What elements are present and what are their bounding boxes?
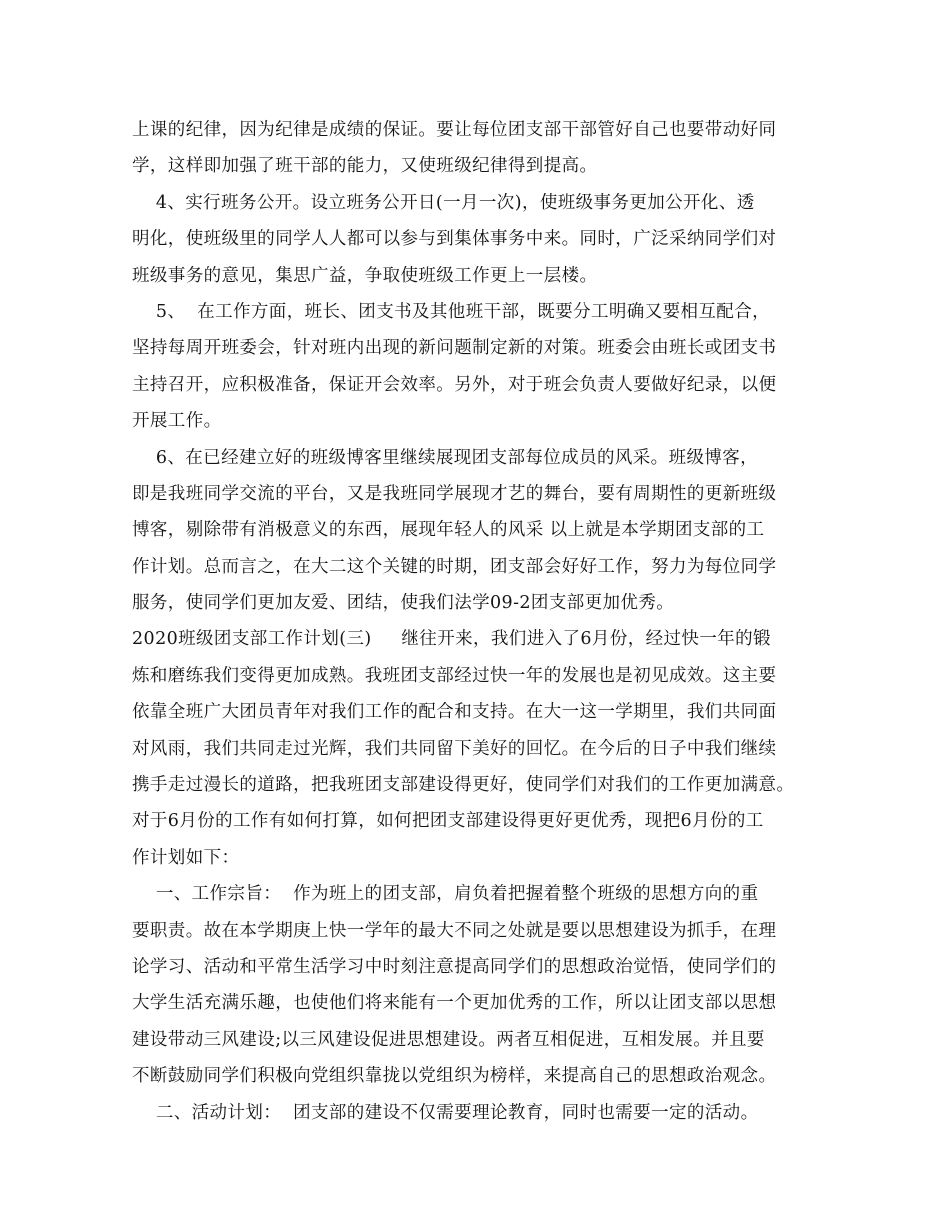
text-line: 大学生活充满乐趣，也使他们将来能有一个更加优秀的工作，所以让团支部以思想 [132, 993, 777, 1014]
text-line: 开展工作。 [132, 411, 222, 432]
text-line: 炼和磨练我们变得更加成熟。我班团支部经过快一年的发展也是初见成效。这主要 [132, 665, 777, 686]
text-line: 作计划。总而言之，在大二这个关键的时期，团支部会好好工作，努力为每位同学 [132, 556, 777, 577]
text-line: 坚持每周开班委会，针对班内出现的新问题制定新的对策。班委会由班长或团支书 [132, 338, 777, 359]
text-line: 明化，使班级里的同学人人都可以参与到集体事务中来。同时，广泛采纳同学们对 [132, 229, 777, 250]
text-line: 依靠全班广大团员青年对我们工作的配合和支持。在大一这一学期里，我们共同面 [132, 702, 777, 723]
text-line: 6、在已经建立好的班级博客里继续展现团支部每位成员的风采。班级博客， [132, 447, 759, 468]
text-line: 服务，使同学们更加友爱、团结，使我们法学09-2团支部更加优秀。 [132, 593, 675, 614]
text-line: 5、 在工作方面，班长、团支书及其他班干部，既要分工明确又要相互配合， [132, 301, 771, 322]
text-line: 建设带动三风建设;以三风建设促进思想建设。两者互相促进，互相发展。并且要 [132, 1029, 765, 1050]
text-line: 博客，剔除带有消极意义的东西，展现年轻人的风采 以上就是本学期团支部的工 [132, 520, 765, 541]
text-line: 作计划如下： [132, 847, 240, 868]
text-line: 不断鼓励同学们积极向党组织靠拢以党组织为榜样，来提高自己的思想政治观念。 [132, 1066, 777, 1087]
text-line: 主持召开，应积极准备，保证开会效率。另外，对于班会负责人要做好纪录，以便 [132, 374, 777, 395]
text-line: 要职责。故在本学期庚上快一学年的最大不同之处就是要以思想建设为抓手，在理 [132, 920, 777, 941]
text-line: 一、工作宗旨： 作为班上的团支部，肩负着把握着整个班级的思想方向的重 [132, 884, 759, 905]
text-line: 即是我班同学交流的平台，又是我班同学展现才艺的舞台，要有周期性的更新班级 [132, 483, 777, 504]
text-line: 上课的纪律，因为纪律是成绩的保证。要让每位团支部干部管好自己也要带动好同 [132, 120, 777, 140]
text-line: 学，这样即加强了班干部的能力，又使班级纪律得到提高。 [132, 156, 598, 177]
text-line: 对风雨，我们共同走过光辉，我们共同留下美好的回忆。在今后的日子中我们继续 [132, 738, 777, 759]
section-heading-line: 2020班级团支部工作计划(三) 继往开来，我们进入了6月份，经过快一年的锻 [132, 629, 771, 650]
text-line: 对于6月份的工作有如何打算，如何把团支部建设得更好更优秀，现把6月份的工 [132, 811, 764, 832]
document-body-text [132, 112, 822, 1131]
text-line: 携手走过漫长的道路，把我班团支部建设得更好，使同学们对我们的工作更加满意。 [132, 775, 795, 796]
text-line: 论学习、活动和平常生活学习中时刻注意提高同学们的思想政治觉悟，使同学们的 [132, 956, 777, 977]
text-line: 二、活动计划： 团支部的建设不仅需要理论教育，同时也需要一定的活动。 [132, 1102, 759, 1123]
text-line: 班级事务的意见，集思广益，争取使班级工作更上一层楼。 [132, 265, 598, 286]
text-line: 4、实行班务公开。设立班务公开日(一月一次)，使班级事务更加公开化、透 [132, 192, 755, 213]
